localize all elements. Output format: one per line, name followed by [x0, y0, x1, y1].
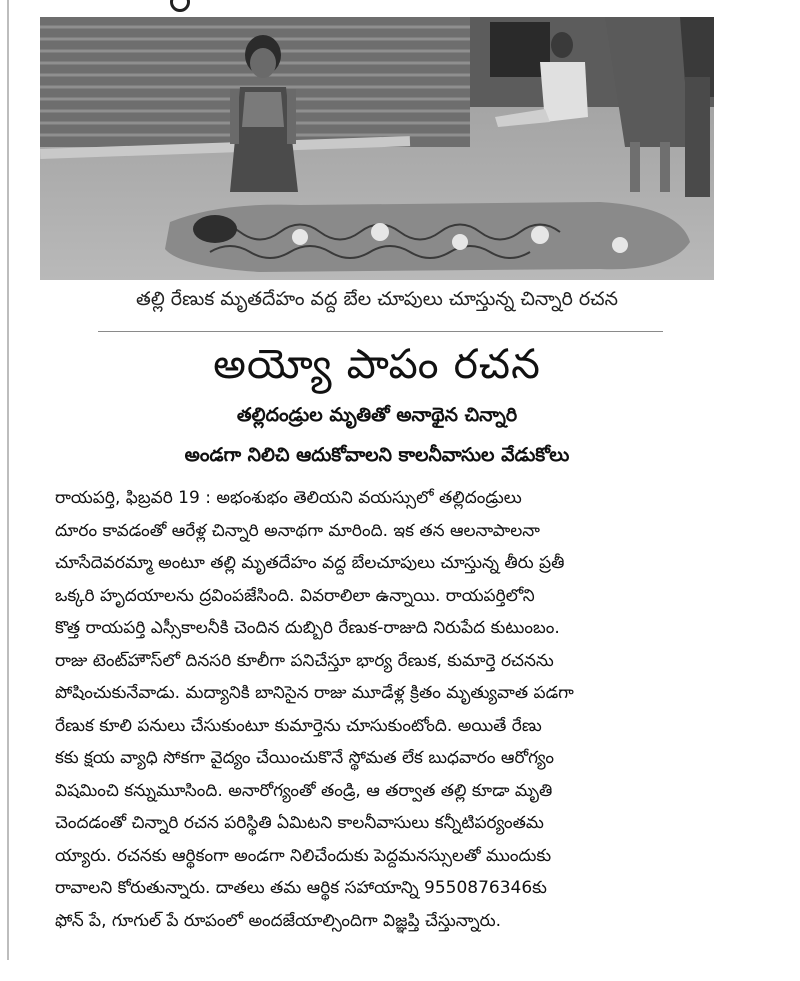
article-line: య్యారు. రచనకు ఆర్థికంగా అండగా నిలిచేందుకు పెద్దమనస్సులతో ముందుకు: [55, 845, 552, 866]
article-line: రావాలని కోరుతున్నారు. దాతలు తమ ఆర్థిక సహాయాన్ని 9550876346కు: [55, 878, 547, 898]
caption-divider: [98, 331, 663, 332]
article-line: చూసేదెవరమ్మా అంటూ తల్లి మృతదేహం వద్ద బేలచూపులు చూస్తున్న తీరు ప్రతీ: [55, 553, 565, 573]
headline: అయ్యో పాపం రచన: [213, 340, 541, 388]
news-photo: [40, 17, 714, 280]
subheading-2: అండగా నిలిచి ఆదుకోవాలని కాలనీవాసుల వేడుకోలు: [184, 444, 570, 466]
article-line: రాజు టెంట్‌హౌస్‌లో దినసరి కూలీగా పనిచేస్తూ భార్య రేణుక, కుమార్తె రచనను: [55, 650, 554, 671]
article-line: రాయపర్తి, ఫిబ్రవరి 19 : అభంశుభం తెలియని వయస్సులో తల్లిదండ్రులు: [55, 488, 522, 508]
article-line: విషమించి కన్నుమూసింది. అనారోగ్యంతో తండ్రి, ఆ తర్వాత తల్లి కూడా మృతి: [55, 780, 553, 801]
article-body: [55, 482, 715, 937]
article-line: కకు క్షయ వ్యాధి సోకగా వైద్యం చేయించుకొనే స్థోమత లేక బుధవారం ఆరోగ్యం: [55, 748, 554, 768]
column-rule: [7, 0, 9, 960]
page-top-mark: [170, 0, 190, 12]
photo-caption: తల్లి రేణుక మృతదేహం వద్ద బేల చూపులు చూస్తున్న చిన్నారి రచన: [136, 288, 618, 310]
article-line: ఫోన్ పే, గూగుల్ పే రూపంలో అందజేయాల్సిందిగా విజ్ఞప్తి చేస్తున్నారు.: [55, 910, 502, 931]
article-line: చెందడంతో చిన్నారి రచన పరిస్థితి ఏమిటని కాలనీవాసులు కన్నీటిపర్యంతమ: [55, 813, 544, 833]
article-line: రేణుక కూలి పనులు చేసుకుంటూ కుమార్తెను చూసుకుంటోంది. అయితే రేణు: [55, 715, 542, 736]
article-line: ఒక్కరి హృదయాలను ద్రవింపజేసింది. వివరాలిలా ఉన్నాయి. రాయపర్తిలోని: [55, 585, 535, 606]
article-line: దూరం కావడంతో ఆరేళ్ల చిన్నారి అనాథగా మారింది. ఇక తన ఆలనాపాలనా: [55, 520, 540, 541]
article-line: కొత్త రాయపర్తి ఎస్సీకాలనీకి చెందిన దుబ్బిరి రేణుక-రాజుది నిరుపేద కుటుంబం.: [55, 618, 560, 638]
article-line: పోషించుకునేవాడు. మద్యానికి బానిసైన రాజు మూడేళ్ల క్రితం మృత్యువాత పడగా: [55, 683, 574, 703]
subheading-1: తల్లిదండ్రుల మృతితో అనాథైన చిన్నారి: [236, 404, 518, 426]
